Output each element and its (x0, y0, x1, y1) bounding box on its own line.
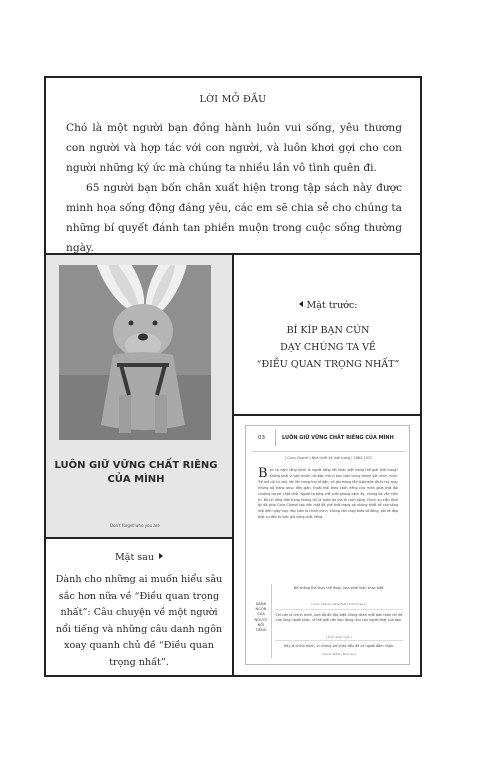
front-line-2: DẠY CHÚNG TA VỀ (280, 342, 376, 353)
page-number-divider (275, 430, 276, 446)
quote-3-source: | Oscar Wilde | Nhà văn | (321, 652, 357, 656)
quote-2: Chỉ cần là chính mình, bạn đã đủ đặc biệt. Đừng đánh mất bản thân chỉ để vừa lòng người khác, vì thế giới cần bạn đúng như con người thật của bạn. (275, 613, 403, 623)
page-body (258, 468, 398, 521)
intro-title: LỜI MỞ ĐẦU (199, 94, 267, 105)
quote-1: Để không thể thay thế được, bạn phải luôn khác biệt. (293, 586, 385, 590)
divider-right (232, 414, 422, 416)
intro-paragraph-2: 65 người bạn bốn chân xuất hiện trong tập sách này được minh họa sống động đáng yêu, các em sẽ chia sẻ cho chúng ta những bí quyết đánh tan phiền muộn trong cuộc sống thường ngày. (66, 182, 402, 254)
divider-left (44, 537, 234, 539)
quote-rule-1 (275, 609, 403, 610)
quotes-divider (271, 584, 272, 658)
page-title: LUÔN GIỮ VỮNG CHẤT RIÊNG CỦA MÌNH (282, 435, 394, 441)
inner-page-preview (245, 425, 410, 665)
front-heading (234, 300, 422, 311)
page-number: 03 (258, 435, 265, 441)
front-line-3: “ĐIỀU QUAN TRỌNG NHẤT” (256, 359, 400, 370)
cover-title: LUÔN GIỮ VỮNG CHẤT RIÊNG CỦA MÌNH (54, 460, 218, 485)
front-description (234, 322, 422, 373)
quote-2-source: | Trích danh ngôn | (325, 635, 353, 639)
back-description: Dành cho những ai muốn hiểu sâu sắc hơn nữa về “Điều quan trọng nhất”: Câu chuyện về một người nổi tiếng và những câu danh ngôn xoay quanh chủ đề “Điều quan trọng nhất”. (55, 574, 223, 668)
page-title-rule (252, 451, 405, 452)
quote-1-source: | Coco Chanel | Nhà thiết kế thời trang | (311, 602, 367, 606)
left-arrow-icon (299, 301, 303, 307)
divider-center (232, 253, 234, 677)
intro-paragraph-1: Chó là một người bạn đồng hành luôn vui sống, yêu thương con người và hợp tác với con người, và luôn khơi gợi cho con người những ký ức mà chúng ta nhiều lần vô tình quên đi. (66, 122, 402, 174)
quote-rule-2 (275, 640, 403, 641)
quote-3: Hãy là chính mình, vì những vai khác đều đã có người đảm nhận. (283, 644, 395, 648)
drop-cap: B (258, 466, 268, 481)
front-heading-label: Mặt trước: (306, 300, 358, 311)
back-heading (46, 552, 232, 563)
front-line-1: BÍ KÍP BẠN CÚN (286, 325, 370, 336)
right-arrow-icon (159, 553, 163, 559)
page-body-text: ạn có nghĩ rằng mình là người sống rất khác biệt trong thế giới thời trang? Không phải vì bạn muốn nổi bật, mà vì bạn luôn trung thành với chính mình. Trẻ mồ côi từ nhỏ, lớn lên trong trại tế bần, cô gái mang tên Gabrielle đã tự tay may những bộ trang phục đơn giản, thoải mái theo cách riêng của mình giữa thời đại chuộng corset chật chội. Người ta từng chê cười phong cách ấy, nhưng bà vẫn kiên trì. Bà tin rằng thời trang không chỉ là quần áo mà là cách sống. Chính sự kiên định ấy đã giúp Coco Chanel tạo nên một đế chế thời trang và những thiết kế còn sống mãi đến ngày nay. Hãy luôn là chính mình, không cần chạy theo số đông, bởi vẻ đẹp thật sự đến từ việc giữ vững chất riêng. (258, 468, 398, 520)
page-meta: | Coco Chanel | Nhà thiết kế thời trang | 1883-1971 (284, 456, 373, 460)
back-heading-label: Mặt sau (115, 552, 154, 563)
quotes-side-label: DANH NGÔN CỦA NGƯỜI NỔI TIẾNG (254, 602, 268, 633)
dog-bunny-ears-photo (59, 265, 211, 440)
cover-caption: Don't forget who you are (110, 523, 160, 528)
